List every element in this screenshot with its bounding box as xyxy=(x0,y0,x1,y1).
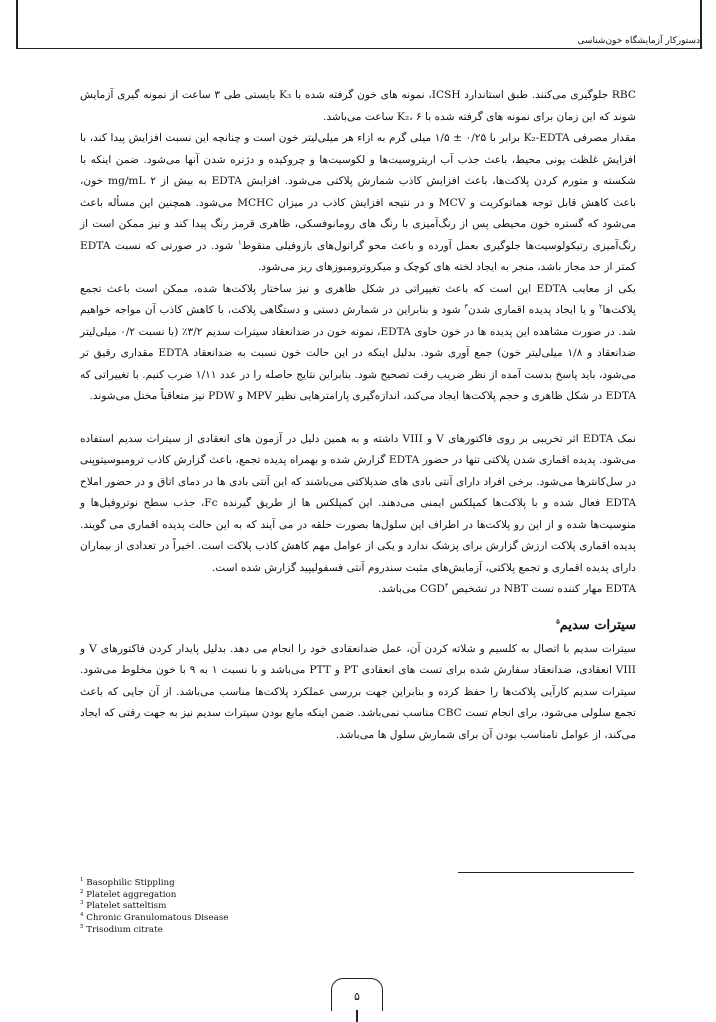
footnote-ref-4: ۴ xyxy=(444,581,449,590)
paragraph-5 xyxy=(80,579,636,601)
paragraph-3-text-c: شود و بنابراین در شمارش دستی و دستگاهی پلاکت، با کاهش کاذب آن مواجه خواهیم شد. در صورت مشاهده این پدیده ها در خون حاوی EDTA، نمونه خون در ضدانعقاد سیترات سدیم ۳/۲٪ (با نسبت ۰/۲ میلی‌لیتر ضدانعقاد و ۱/۸ میلی‌لیتر خون) جمع آوری شود. بدلیل اینکه در این حالت خون نسبت به ضدانعقاد EDTA مقداری رقیق تر می‌شود، باید پاسخ بدست آمده از نظر ضریب رقت تصحیح شود. بنابراین نتایج حاصله را در عدد ۱/۱۱ ضرب کنیم. با تغییراتی که EDTA در شکل ظاهری و حجم پلاکت‌ها ایجاد می‌کند، اندازه‌گیری پارامترهایی نظیر MPV و PDW نیز متعاقباً مختل می‌شوند. xyxy=(80,304,636,402)
paragraph-2 xyxy=(80,128,636,279)
section-heading xyxy=(80,613,636,639)
page-bottom-tick xyxy=(356,1010,358,1022)
footnote-text: Chronic Granulomatous Disease xyxy=(86,913,229,924)
footnote-ref-1: ۱ xyxy=(237,237,242,246)
footnote-item xyxy=(80,878,380,890)
paragraph-2-end: شود. در صورتی که نسبت EDTA کمتر از حد مجاز باشد، منجر به ایجاد لخته های کوچک و میکروترومبوزهای ریز می‌شود. xyxy=(80,239,636,273)
footnote-text: Basophilic Stippling xyxy=(86,878,175,888)
footnote-item xyxy=(80,925,380,937)
paragraph-gap xyxy=(80,408,636,429)
paragraph-6: سیترات سدیم با اتصال به کلسیم و شلاته کردن آن، عمل ضدانعقادی خود را انجام می دهد. بدلیل پایدار کردن فاکتورهای V و VIII انعقادی، ضدانعقاد سفارش شده برای تست های انعقادی PT و PTT می‌باشد و با نسبت ۱ به ۹ با خون مخلوط می‌شود. سیترات سدیم کارآیی پلاکت‌ها را حفظ کرده و بنابراین جهت بررسی عملکرد پلاکت‌ها مناسب می‌باشد. از آن جایی که باعث تجمع سلولی می‌شود، برای انجام تست CBC مناسب نمی‌باشد. ضمن اینکه مایع بودن سیترات سدیم نیز به جهت رقتی که ایجاد می‌کند، از عوامل نامناسب بودن آن برای شمارش سلول ها می‌باشد. xyxy=(80,642,637,741)
footnote-number: 1 xyxy=(80,877,84,884)
paragraph-3-text-b: و یا ایجاد پدیده اقماری شدن xyxy=(468,304,599,316)
page-number: ۵ xyxy=(354,990,360,1003)
page-border-right xyxy=(700,0,702,48)
footnotes xyxy=(80,878,380,937)
paragraph-4: نمک EDTA اثر تخریبی بر روی فاکتورهای V و VIII داشته و به همین دلیل در آزمون های انعقادی از سیترات سدیم استفاده می‌شود. پدیده اقماری شدن پلاکتی تنها در حضور EDTA گزارش شده و بهمراه پدیده تجمع، باعث گزارش کاذب ترومبوسیتوپنی در سل‌کانترها می‌شود. برخی افراد دارای آنتی بادی های ضدپلاکتی می‌باشند که این آنتی بادی ها در دمای اتاق و در حضور املاح EDTA فعال شده و با پلاکت‌ها کمپلکس ایمنی می‌دهند. این کمپلکس ها از طریق گیرنده Fc، جذب سطح نوتروفیل‌ها و منوسیت‌ها شده و از این رو پلاکت‌ها در اطراف این سلول‌ها بصورت حلقه در می آیند که به این حالت پدیده اقماری می گویند. پدیده اقماری پلاکت ارزش گزارش برای پزشک ندارد و یکی از عوامل مهم کاهش کاذب پلاکت است. اخیراً در تعدادی از بیماران دارای پدیده اقماری و تجمع پلاکتی، آزمایش‌های مثبت سندروم آنتی فسفولیپید گزارش شده است. xyxy=(80,432,637,574)
footnote-text: Trisodium citrate xyxy=(86,924,163,935)
footnote-ref-2: ۲ xyxy=(598,302,603,311)
footnote-item xyxy=(80,901,380,913)
paragraph-1: RBC جلوگیری می‌کنند. طبق استاندارد ICSH، نمونه های خون گرفته شده با K₃ بایستی طی ۳ ساعت از نمونه گیری آزمایش شوند که این زمان برای نمونه های گرفته شده با K₂، ۶ ساعت می‌باشد. xyxy=(80,89,636,123)
footnote-item xyxy=(80,890,380,902)
paragraph-3 xyxy=(80,279,636,408)
main-text xyxy=(80,85,636,746)
section-title: سیترات سدیم xyxy=(559,617,636,633)
footnote-item xyxy=(80,913,380,925)
footnote-ref-3: ۳ xyxy=(464,302,468,311)
paragraph-5-text: EDTA مهار کننده تست NBT در تشخیص CGD xyxy=(419,583,636,595)
footnote-number: 3 xyxy=(80,900,84,907)
paragraph-2-text: مقدار مصرفی K₂-EDTA برابر با ۰/۲۵ ± ۱/۵ میلی گرم به ازاء هر میلی‌لیتر خون است و چنانچه این نسبت افزایش پیدا کند، با افزایش غلظت یونی محیط، باعث جذب آب اریتروسیت‌ها و لکوسیت‌ها و چروکیده و دژنره شدن آنها می‌شود. ضمن اینکه با شکسته و متورم کردن پلاکت‌ها، باعث افزایش کاذب شمارش پلاکتی می‌شود. افزایش EDTA به بیش از ۲ mg/mL خون، باعث کاهش قابل توجه هماتوکریت و MCV و در نتیجه افزایش کاذب در میزان MCHC می‌شود. همچنین این مسأله باعث می‌شود که گستره خون محیطی پس از رنگ‌آمیزی با رنگ های رومانوفسکی، ظاهری قرمز رنگ پیدا کند و نیز ممکن است از رنگ‌آمیزی رتیکولوسیت‌ها جلوگیری بعمل آورده و باعث محو گرانول‌های بازوفیلی منقوط xyxy=(80,132,636,252)
paragraph-3-text-a: یکی از معایب EDTA این است که باعث تغییراتی در شکل ظاهری و نیز ساختار پلاکت‌ها شده، ممکن است باعث تجمع پلاکت‌ها xyxy=(80,282,637,316)
running-header: دستورکار آزمایشگاه خون‌شناسی xyxy=(577,36,700,46)
footnote-ref-5: ۵ xyxy=(556,617,560,626)
page-number-tab xyxy=(331,978,383,1011)
footnote-number: 5 xyxy=(80,923,84,930)
footnote-number: 2 xyxy=(80,888,84,895)
footnote-number: 4 xyxy=(80,912,84,919)
page-border-left xyxy=(16,0,18,48)
footnote-separator xyxy=(458,872,634,873)
footnote-text: Platelet satteltism xyxy=(86,901,167,912)
paragraph-5-end: می‌باشد. xyxy=(377,583,420,595)
header-rule xyxy=(16,48,702,49)
footnote-text: Platelet aggregation xyxy=(86,889,177,900)
